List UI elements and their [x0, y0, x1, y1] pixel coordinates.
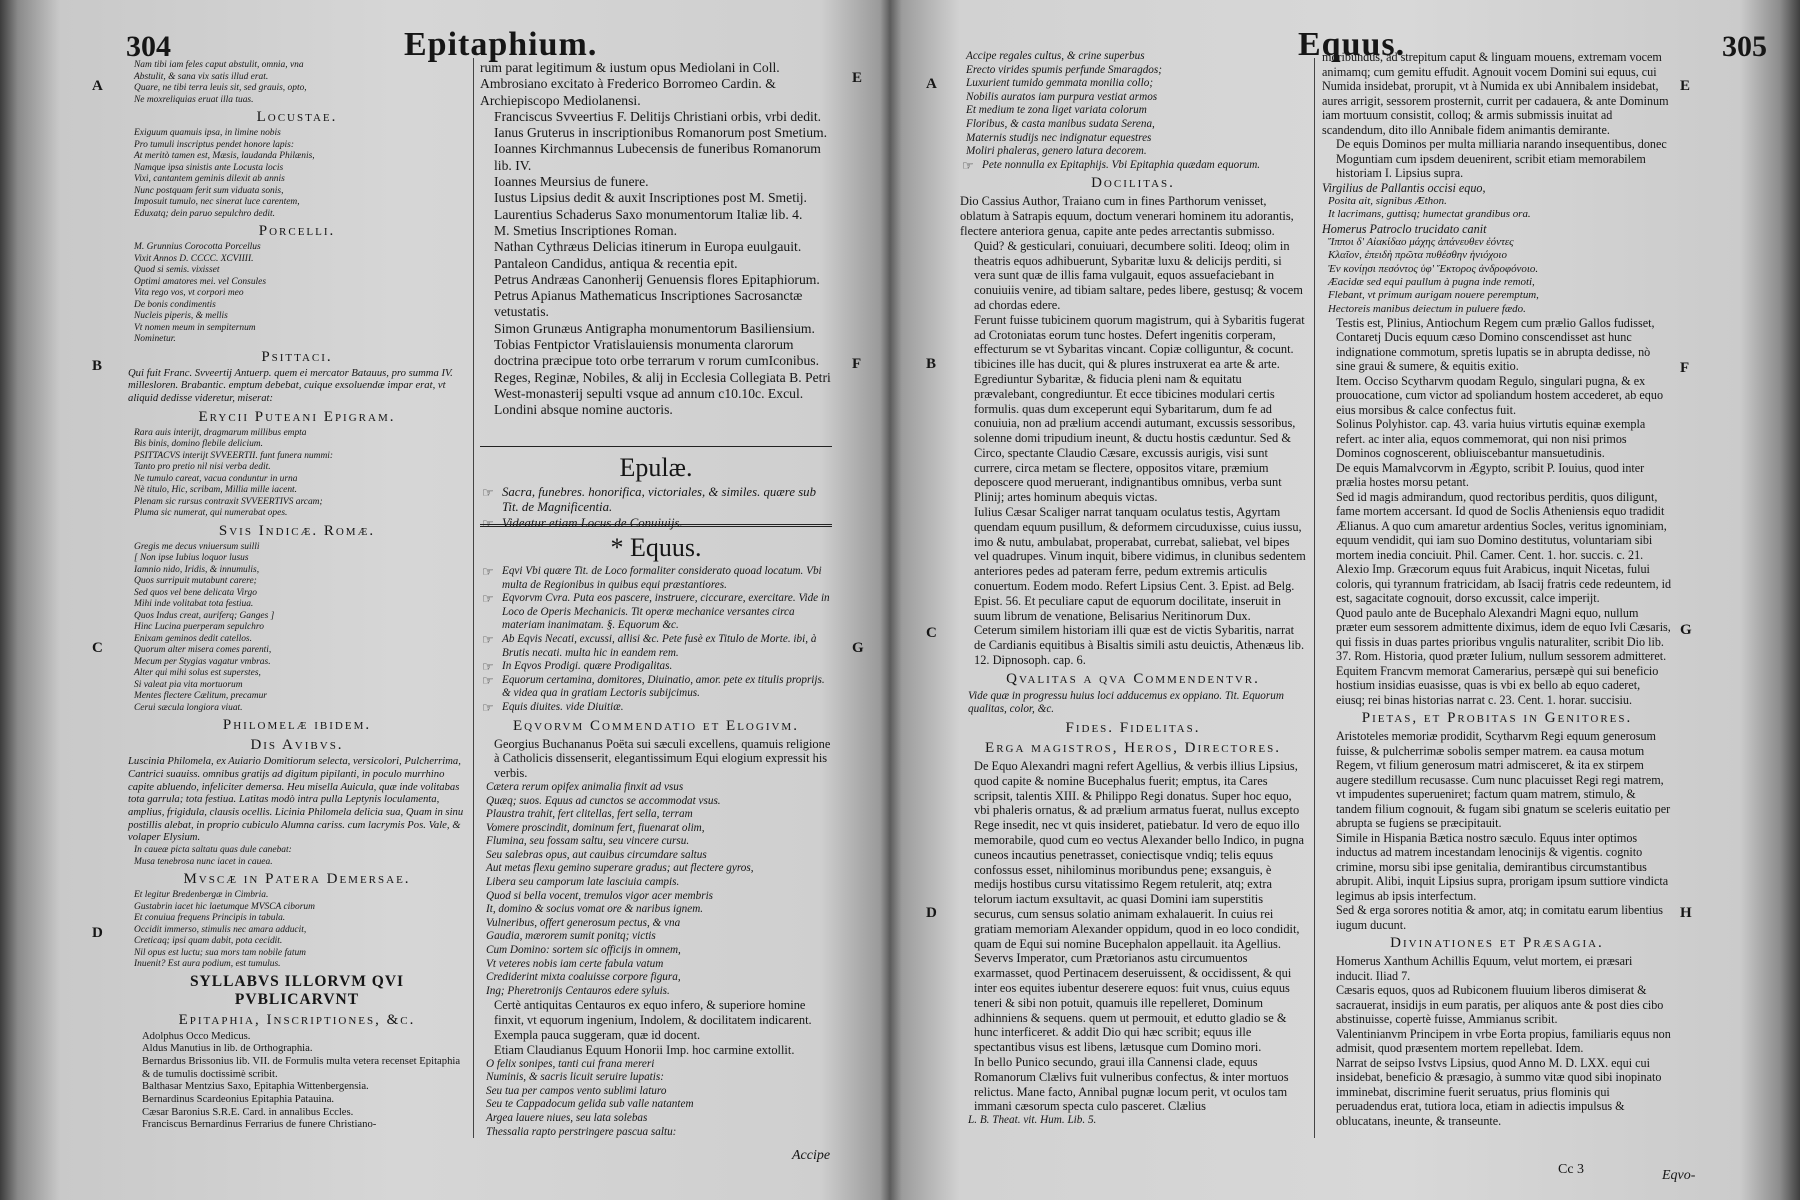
- verse-line: Mihi inde volitabat tota festiua.: [134, 599, 254, 610]
- section-heading: Svis Indicæ. Romæ.: [218, 522, 376, 539]
- text-paragraph: M. Smetius Inscriptiones Roman.: [494, 222, 678, 238]
- verse-line: Vixit Annos D. CCCC. XCVIIII.: [134, 253, 254, 264]
- signature-mark: Cc 3: [1558, 1162, 1585, 1177]
- section-heading: Docilitas.: [1091, 175, 1175, 192]
- verse-line: Quod si bella vocent, tremulos vigor acer membris: [486, 889, 714, 902]
- column-rule: [473, 58, 474, 1138]
- verse-line: Maternis studijs nec indignatur equestres: [966, 131, 1152, 144]
- verse-line: Exiguum quamuis ipsa, in limine nobis: [134, 128, 281, 138]
- verse-line: Eduxatq; dein paruo sepulchro dedit.: [134, 208, 275, 219]
- section-heading: Philomelæ ibidem.: [222, 717, 372, 734]
- verse-line: Cum Domino: sortem sic officijs in omnem,: [486, 944, 681, 957]
- verse-line: Ἵπποι δ' Αἰακίδαο μάχης ἀπάνευθεν ἐόντες: [1328, 236, 1514, 249]
- verse-line: Si valeat pia vita mortuorum: [134, 679, 243, 690]
- text-paragraph: Adolphus Occo Medicus.: [142, 1030, 251, 1042]
- text-paragraph: Virgilius de Pallantis occisi equo,: [1322, 180, 1486, 195]
- text-paragraph: Certè antiquitas Centauros ex equo infero, & superiore homine finxit, vt equorum ingenium, Indolem, & docilitatem indicarent. Exempla pauca suggeram, quæ id docent.: [494, 998, 812, 1043]
- verse-line: Argea lauere niues, seu lata solebas: [486, 1111, 648, 1124]
- text-paragraph: Cæsaris equos, quos ad Rubiconem fluuium liberos dimiserat & sacrauerat, insidijs in eum paratis, per aliquos ante & post dies cibo abstinuisse, copertè fuisse, Ammianus scribit.: [1336, 983, 1664, 1027]
- column-rule: [1314, 58, 1315, 1138]
- text-paragraph: Iulius Cæsar Scaliger narrat tanquam oculatus testis, Agyrtam quendam equum pusillum, & deformem circuduxisse, cuius iussu, imo & nutu, ambulabat, properabat, currebat, saliebat, vel bipes vel quadrupes. Vinum inquit, bibere vidimus, in clunibus sedentem anteriores pedes ad pateram ferre, pedum extremis articulis conuertum. Eodem modo. Refert Lipsius Cent. 3. Epist. ad Belg. Epist. 56. Et peculiare caput de equorum docilitate, inseruit in suum librum de venatione, Belisarius Neritinorum Dux.: [974, 505, 1306, 623]
- cross-reference: ☞ Equis diuites. vide Diuitiæ.: [480, 701, 832, 715]
- text-paragraph: Qui fuit Franc. Svveertij Antuerp. quem ei mercator Batauus, pro summa IV. millesloren. Brabantic. emptum debebat, cuique exsoluendæ impar erat, vt aliquid dedisse videretur, miserat:: [128, 367, 453, 404]
- verse-line: Vt nomen meum in sempiternum: [134, 322, 256, 333]
- verse-line: Enixam geminos dedit catellos.: [134, 633, 252, 644]
- text-paragraph: Balthasar Mentzius Saxo, Epitaphia Wittenbergensia.: [142, 1081, 369, 1093]
- section-heading: Porcelli.: [258, 223, 336, 239]
- text-paragraph: Testis est, Plinius, Antiochum Regem cum prælio Gallos fudisset, Contaretj Ducis equum cæso Domino conscendisset ast hunc indignatione commotum, spretis lupatis se in abrupta dedisse, nò sine graui & sumere, & equitis exitio.: [1336, 315, 1655, 374]
- verse-line: Quorum alter misera comes parenti,: [134, 645, 272, 656]
- text-paragraph: rum parat legitimum & iustum opus Mediolani in Coll. Ambrosiano excitato à Frederico Borromeo Cardin. & Archiepiscopo Mediolanensi.: [480, 60, 780, 108]
- verse-line: Posita ait, signibus Æthon.: [1328, 195, 1447, 207]
- verse-line: Creticaq; ipsi quam dabit, pota cecidit.: [134, 936, 283, 947]
- margin-letter: E: [852, 70, 863, 86]
- verse-line: Bis binis, domino flebile delicium.: [134, 439, 263, 450]
- page-number: 304: [126, 30, 171, 63]
- verse-line: Vulneribus, offert generosum pectus, & vna: [486, 916, 681, 929]
- text-paragraph: Aldus Manutius in lib. de Orthographia.: [142, 1043, 313, 1055]
- section-heading: Fides. Fidelitas.: [1065, 720, 1201, 737]
- verse-line: Flumina, seu fossam saltu, seu vincere cursu.: [486, 835, 690, 848]
- verse-line: Et conuiua frequens Principis in tabula.: [134, 913, 286, 924]
- cross-reference: ☞ Sacra, funebres. honorifica, victoriales, & similes. quære sub Tit. de Magnificentia.: [480, 485, 832, 516]
- verse-line: Quæq; suos. Equus ad cunctos se accommodat vsus.: [486, 794, 721, 807]
- verse-line: Numinis, & sacris licuit seruire lupatis:: [486, 1071, 664, 1084]
- margin-letter: A: [926, 76, 937, 92]
- verse-line: Pluma sic numerat, qui numerabat opes.: [134, 508, 288, 519]
- text-paragraph: Quid? & gesticulari, conuiuari, decumbere soliti. Ideoq; olim in theatris equos adhibuerunt, Sybaritæ luxu & delicijs perditi, si vera sunt quæ de illis fama vulgauit, equos assuefaciebant in conuiuiis venire, ad tibiam saltare, pedes libere, gestusq; & vocem ad chordas edere.: [974, 238, 1303, 312]
- verse-line: Plenam sic rursus contraxit SVVEERTIVS arcam;: [134, 496, 323, 507]
- running-head: Epitaphium.: [404, 26, 598, 63]
- text-paragraph: L. B. Theat. vit. Hum. Lib. 5.: [968, 1114, 1097, 1127]
- verse-line: Musa tenebrosa nunc iacet in cauea.: [134, 856, 273, 867]
- text-paragraph: Dio Cassius Author, Traiano cum in fines Parthorum venisset, oblatum à Satrapis equum, doctum venerari hominem itu adorantis, flectere anteriora genua, capite ante pedes arrectantis submisso.: [960, 194, 1294, 238]
- verse-line: Ne tumulo careat, vacua conduntur in urna: [134, 473, 298, 484]
- text-paragraph: Ceterum similem historiam illi quæ est de victis Sybaritis, narrat de Cardianis equitibus à Bisaltis simili astu deuictis, Athenæus lib. 12. Dipnosoph. cap. 6.: [974, 623, 1305, 668]
- text-paragraph: De equis Dominos per multa milliaria narando insequentibus, donec Moguntiam cum ipsdem deuenirent, scribit etiam memorabilem historiam I. Lipsius supra.: [1336, 137, 1667, 180]
- section-heading: Erga magistros, Heros, Directores.: [985, 740, 1281, 757]
- text-paragraph: Quod paulo ante de Bucephalo Alexandri Magni equo, nullum præter eum sessorem admittente diximus, idem de equo Ivli Cæsaris, qui fissis in duas partes prioribus vngulis naturaliter, scribit Dio lib. 37. Rom. Historia, quod præter Iulium, nullum sessorem admitteret.: [1336, 605, 1671, 664]
- running-head: Equus.: [1298, 26, 1406, 63]
- right-column-2: [1322, 50, 1672, 1128]
- margin-letter: D: [92, 925, 103, 941]
- verse-line: Floribus, & casta manibus sudata Serena,: [966, 117, 1155, 130]
- text-paragraph: Ioannes Kirchmannus Lubecensis de funeribus Romanorum lib. IV.: [494, 141, 821, 173]
- verse-line: Crediderint mixta coaluisse corpore figura,: [486, 971, 681, 984]
- margin-letter: C: [92, 640, 103, 656]
- verse-line: Luxurient tumido gemmata monilia collo;: [966, 77, 1154, 90]
- margin-letter: G: [1680, 622, 1692, 638]
- verse-line: Rara auis interijt, dragmarum millibus empta: [134, 427, 307, 438]
- verse-line: Et legitur Bredenbergæ in Cimbria.: [134, 890, 269, 901]
- verse-line: Gaudia, mærorem sumit ponitq; victis: [486, 930, 656, 943]
- text-paragraph: Iustus Lipsius dedit & auxit Inscriptiones post M. Smetij.: [494, 190, 807, 206]
- right-page: [902, 0, 1800, 1200]
- verse-line: Κλαῖον, ἐπειδὴ πρῶτα πυθέσθην ἡνιόχοιο: [1328, 249, 1507, 262]
- verse-line: Quos surripuit mutabunt carere;: [134, 576, 257, 587]
- text-paragraph: Bernardinus Scardeonius Epitaphia Patauina.: [142, 1094, 335, 1106]
- verse-line: De bonis condimentis: [134, 299, 216, 310]
- cross-reference: ☞ Videatur etiam Locus de Conuiuijs.: [480, 516, 832, 531]
- verse-line: [ Non ipse Iubius loquor lusus: [134, 553, 249, 564]
- section-heading: SYLLABVS ILLORVM QVI PVBLICARVNT: [189, 972, 405, 1008]
- verse-line: Nil opus est luctu; sua mors tam nobile fatum: [134, 947, 306, 958]
- margin-letter: G: [852, 640, 864, 656]
- text-paragraph: Franciscus Svveertius F. Delitijs Christiani orbis, vrbi dedit.: [494, 108, 822, 124]
- section-heading: Epulæ.: [619, 453, 693, 482]
- verse-line: M. Grunnius Corocotta Porcellus: [134, 242, 261, 252]
- text-paragraph: Reges, Reginæ, Nobiles, & alij in Ecclesia Collegiata B. Petri West-monasterij sepulti vsque ad annum c10.10c. Excul. Londini absque nomine auctoris.: [494, 369, 831, 418]
- margin-letter: A: [92, 78, 103, 94]
- verse-line: Nucleis piperis, & mellis: [134, 311, 228, 321]
- text-paragraph: Bernardus Brissonius lib. VII. de Formulis multa vetera recenset Epitaphia & de tumulis doctissimè scribit.: [142, 1055, 461, 1080]
- verse-line: Sed quos vel bene delicata Virgo: [134, 587, 257, 598]
- text-paragraph: Ioannes Meursius de funere.: [494, 174, 649, 190]
- margin-letter: F: [852, 356, 862, 372]
- margin-letter: H: [1680, 905, 1692, 921]
- cross-reference: ☞ Pete nonnulla ex Epitaphijs. Vbi Epitaphia quædam equorum.: [960, 159, 1306, 173]
- verse-line: Libera seu camporum late lasciuia campis.: [486, 876, 680, 889]
- text-paragraph: Vide quæ in progressu huius loci adducemus ex oppiano. Tit. Equorum qualitas, color, &c.: [968, 689, 1284, 716]
- section-heading: Dis Avibvs.: [250, 737, 344, 754]
- verse-line: Inuenit? Est aura podium, est tumulus.: [134, 959, 281, 970]
- verse-line: Alter qui mihi solus est superstes,: [134, 668, 261, 679]
- verse-line: Cerui sæcula longiora viuat.: [134, 702, 243, 713]
- margin-letter: D: [926, 905, 937, 921]
- verse-line: Flebant, vt primum aurigam nouere peremptum,: [1328, 289, 1539, 302]
- verse-line: Cætera rerum opifex animalia finxit ad vsus: [486, 780, 684, 793]
- text-paragraph: Sed id magis admirandum, quod rectoribus perditis, quos diligunt, fame mortem accersant. Id quod de Soclis Atheniensis equo tradidit Ælianus. A quo cum amaretur ardentius Socles, veritus ignominiam, equum vendidit, qui iam suo Domino destitutus, voluntariam sibi mortem inedia conciuit. Phil. Camer. Cent. 1. hor. succis. c. 21.: [1336, 489, 1667, 562]
- verse-line: Accipe regales cultus, & crine superbus: [966, 50, 1145, 62]
- verse-line: O felix sonipes, tanti cui frana mereri: [486, 1057, 655, 1070]
- verse-line: Imposuit tumulo, nec sinerat luce carentem,: [134, 197, 300, 207]
- cross-reference: ☞ Equorum certamina, domitores, Diuinatio, amor. pete ex titulis proprijs. & videa qua in gratiam Lectoris subijcimus.: [480, 674, 832, 701]
- verse-line: Erecto virides spumis perfunde Smaragdos;: [966, 63, 1162, 76]
- text-paragraph: Sed & erga sorores notitia & amor, atq; in comitatu earum libentius iugum ducunt.: [1336, 903, 1664, 932]
- text-paragraph: Aristoteles memoriæ prodidit, Scytharvm Regi equum generosum fuisse, & pulcherrimæ sobolis semper matrem. ea causa motum Regem, vt filium generosum matri admisceret, & ita ex stirpem augere stedillum recusasse. Cum nunc placuisset Regi regi matrem, vt impudentes superueniret; factum quam matrem, stimulo, & tandem filium cognouit, & fugam sibi gnatum se sceleris euitatio per abrupta se fugiens se præcipitauit.: [1336, 729, 1671, 831]
- verse-line: Occidit immerso, stimulis nec amara adducit,: [134, 924, 307, 935]
- section-heading: Qvalitas a qva Commendentvr.: [1006, 670, 1260, 687]
- section-heading: Erycii Puteani Epigram.: [198, 408, 396, 425]
- verse-line: Gregis me decus vniuersum suilli: [134, 541, 260, 552]
- text-paragraph: Alexio Imp. Græcorum equus fuit Arabicus, inquit Nicetas, fului coloris, qui tyrannum fratricidam, ab Isacij fratris cede redeuntem, id est, sagacitate cognouit, dorso excussit, calce imperijt.: [1336, 562, 1672, 606]
- right-column-1: [960, 50, 1306, 1128]
- text-paragraph: Equitem Francvm memorat Camerarius, persæpè qui sui beneficio hostium insidias euasisse, quas is vbi ex bello ab equo caderet, eiusq; rei binas historias narrat c. 23. Cent. 1. horar. succisiu.: [1336, 663, 1659, 707]
- verse-line: Ing; Pheretronijs Centauros edere syluis.: [486, 984, 670, 997]
- verse-line: Ἐν κονίῃσι πεσόντος ὑφ' Ἕκτορος ἀνδροφόνοιο.: [1328, 262, 1539, 275]
- cross-reference: ☞ Ab Eqvis Necati, excussi, allisi &c. Pete fusè ex Titulo de Morte. ibi, à Brutis necati. multa hic in eandem rem.: [480, 633, 832, 660]
- text-paragraph: Severvs Imperator, cum Prætorianos astu circumuentos exarmasset, quod Pertinacem deseruissent, & occidissent, & qui inter eos equites iubentur deserere equos: fuit vnus, cuius equus teneri & sibi non potuit, quamuis ille repelleret, Dominum adhinniens & sequens. quem ut permouit, et edutto gladio se & hunc interficeret. & addit Dio qui hæc scribit; equus ille spectantibus visus est libens, lætusque cum Domino mori.: [974, 951, 1292, 1055]
- verse-line: Nè titulo, Hic, scribam, Millia mille iacent.: [134, 485, 298, 496]
- section-heading: Mvscæ in Patera Demersae.: [183, 871, 411, 888]
- verse-line: At meritò tamen est, Mæsis, laudanda Philænis,: [134, 151, 315, 161]
- verse-line: Mentes flectere Cælitum, precamur: [134, 691, 267, 702]
- text-paragraph: Georgius Buchananus Poëta sui sæculi excellens, quamuis religione à Catholicis dissenserit, elegantissimum Equi elogium expressit his verbis.: [494, 736, 831, 781]
- text-paragraph: Simile in Hispania Bætica nostro sæculo. Equus inter optimos inductus ad matrem incestandam lenocinijs & vigentis. cognito crimine, morsu sibi ipse genitalia, demirantibus circumstantibus abrupit. Alibi, inquit Lipsius supra, prorigam ipsum suttiore vindicta legimus ab ipsis interfectum.: [1336, 830, 1669, 903]
- text-paragraph: De Equo Alexandri magni refert Agellius, & verbis illius Lipsius, quod capite & nomine Bucephalus fuerit; emptus, ita Cares scripsit, talentis XIII. & Philippo Regi donatus. Super hoc equo, vbi phaleris ornatus, & ad prælium armatus fuerat, nullus excepto Rege insedit, nec vt quis insideret, patiebatur. Id vero de equo illo memorabile, quod cum eo vectus Alexander bello Indico, in pugna cuneos incautius penetrasset, coniectisque vndiq; telis equus confossus esset, nihilominus moribundus pene; exsanguis, è medijs hostibus cursu vitatissimo Regem retulerit, atq; extra telorum iactum exsultavit, ac quasi Domini iam superstitis securus, cum sensus solatio animam exhalauerit. In cuius rei gratiam memoriam Alexander oppidum, quod in eo loco condidit, quam de Equi sui nomine Bucephalon appellauit. ita Agellius.: [974, 759, 1304, 951]
- verse-line: Seu salebras opus, aut cauibus circumdare saltus: [486, 848, 707, 861]
- verse-line: Abstulit, & sana vix satis illud erat.: [134, 71, 269, 82]
- verse-line: Vt veteres nobis iam certe fabula vatum: [486, 957, 664, 970]
- verse-line: PSITTACVS interijt SVVEERTII. funt funera nummi:: [134, 450, 334, 461]
- margin-letter: E: [1680, 78, 1691, 94]
- section-heading: * Equus.: [610, 533, 702, 562]
- page-number: 305: [1722, 30, 1767, 63]
- verse-line: Mecum per Stygias vagatur vmbras.: [134, 656, 271, 667]
- left-page: [0, 0, 890, 1200]
- verse-line: It lacrimans, guttisq; humectat grandibus ora.: [1328, 208, 1531, 221]
- verse-line: Aut metas flexu gemino superare gradus; aut flectere gyros,: [486, 862, 754, 875]
- verse-line: Æacidæ sed equi paullum à pugna inde remoti,: [1328, 275, 1535, 288]
- section-heading: Locustae.: [256, 109, 338, 125]
- text-paragraph: De equis Mamalvcorvm in Ægypto, scribit P. Iouius, quod inter prælia hostes morsu petant.: [1336, 460, 1645, 490]
- left-column-2: [480, 60, 832, 419]
- catchword: Accipe: [792, 1148, 831, 1163]
- text-paragraph: Homerus Patroclo trucidato canit: [1322, 221, 1487, 236]
- text-paragraph: Nathan Cythræus Delicias itinerum in Europa euulgauit.: [494, 239, 802, 255]
- text-paragraph: Luscinia Philomela, ex Auiario Domitiorum selecta, versicolori, Pulcherrima, Cantrici suauiss. omnibus gratijs ad digitum pipilanti, in poculo murrhino capite abluendo, infeliciter demersa. Heu misella Auicula, quæ inde volitabas tota garrula; tota festiua. Latitas modò intra pulla Leptynis loculamenta, amplius, frigidula, clausis ocellis. Licinia Philomela delicia sua, Quam in sinu postillis alebat, in proprio cubiculo Alumna cariss. cum lacrymis Pos. Vale, & volaper Elysium.: [128, 756, 464, 844]
- verse-line: Thessalia rapto perstringere pascua saltu:: [486, 1125, 677, 1138]
- verse-line: Nam tibi iam feles caput abstulit, omnia, vna: [134, 60, 304, 70]
- verse-line: Hinc Lucina puerperam sepulchro: [134, 622, 264, 633]
- margin-letter: B: [926, 356, 937, 372]
- catchword: Eqvo-: [1662, 1168, 1696, 1183]
- section-heading: Eqvorvm Commendatio et Elogivm.: [513, 717, 799, 734]
- margin-letter: B: [92, 358, 103, 374]
- text-paragraph: Laurentius Schaderus Saxo monumentorum Italiæ lib. 4.: [494, 206, 803, 222]
- cross-reference: ☞ Eqvi Vbi quære Tit. de Loco formaliter considerato quoad locatum. Vbi multa de Regionibus in quibus equi præstantiores.: [480, 565, 832, 592]
- verse-line: Quos Indus creat, auriferq; Ganges ]: [134, 610, 275, 621]
- cross-reference: ☞ Eqvorvm Cvra. Puta eos pascere, instruere, ciccurare, exercitare. Vide in Loco de Operis Mechanicis. Tit operæ mechanice versantes circa materiam inanimatam. §. Equorum &c.: [480, 592, 832, 633]
- verse-line: Seu tua per campos vento sublimi laturo: [486, 1084, 667, 1097]
- section-rule: [480, 524, 832, 527]
- verse-line: Seu te Cappadocum gelida sub valle natantem: [486, 1098, 694, 1111]
- text-paragraph: Valentinianvm Principem in vrbe Eorta propius, familiaris equus non admisit, quod præsentem mortem repellebat. Idem.: [1336, 1026, 1671, 1056]
- margin-letter: C: [926, 625, 937, 641]
- verse-line: Hectoreis manibus deiectum in puluere fædo.: [1328, 302, 1526, 315]
- verse-line: Gustabrin iacet hic laetumque MVSCA ciborum: [134, 901, 315, 912]
- verse-line: Namque ipsa sinistis ante Locusta locis: [134, 162, 284, 173]
- text-paragraph: Ianus Gruterus in inscriptionibus Romanorum post Smetium.: [494, 125, 828, 141]
- verse-line: Pro tumuli inscriptus pendet honore lapis:: [134, 139, 294, 150]
- text-paragraph: Franciscus Bernardinus Ferrarius de funere Christiano-: [142, 1119, 377, 1131]
- verse-line: Vomere proscindit, dominum fert, fiuenarat olim,: [486, 821, 705, 834]
- text-paragraph: Homerus Xanthum Achillis Equum, velut mortem, ei præsari inducit. Iliad 7.: [1336, 954, 1633, 983]
- margin-letter: F: [1680, 360, 1690, 376]
- text-paragraph: Solinus Polyhistor. cap. 43. varia huius virtutis equinæ exempla refert. ac inter alia, equos commemorat, qui non nisi primos Dominos cognoscerent, obliuiscebantur mansuetudinis.: [1336, 417, 1646, 461]
- verse-line: Nominetur.: [134, 334, 176, 344]
- text-paragraph: Pantaleon Candidus, antiqua & recentia epit.: [494, 255, 738, 271]
- text-paragraph: In bello Punico secundo, graui illa Cannensi clade, equus Romanorum Clælivs fuit vulneribus confectus, & inter mortuos relictus. Mane facto, Annibal pugnæ locum perit, vt oculos tam immani cæsorum specta culo pasceret. Clælius: [974, 1054, 1289, 1114]
- verse-line: Quare, ne tibi terra leuis sit, sed grauis, opto,: [134, 83, 307, 93]
- section-heading: Divinationes et Præsagia.: [1390, 935, 1604, 952]
- verse-line: Iamnio nido, Iridis, & innumulis,: [134, 564, 260, 575]
- verse-line: Vita rego vos, vt corpori meo: [134, 288, 244, 298]
- verse-line: Vixi, cantantem geminis dilexit ab annis: [134, 174, 285, 184]
- verse-line: Plaustra trahit, fert clitellas, fert sella, terram: [486, 808, 693, 821]
- text-paragraph: Tobias Fentpictor Vratislauiensis monumenta clarorum doctrina præcipue toto orbe terrarum v rorum cumIconibus.: [494, 337, 820, 369]
- text-paragraph: Narrat de seipso Ivstvs Lipsius, quod Anno M. D. LXX. equi cui insidebat, beneficio & præsagio, à summo vitæ quod sibi inopinato imminebat, discrimine fuerit seruatus, prius flominis qui peruadendus erat, tutiora loca, etiam in adiectis impulsus & oblucatans, ineunte, & transeunte.: [1336, 1055, 1662, 1128]
- verse-line: In caueæ picta saltatu quas dule canebat:: [134, 845, 292, 856]
- equus-section: [480, 518, 832, 1139]
- text-paragraph: Petrus Andræas Canonherij Genuensis flores Epitaphiorum.: [494, 271, 820, 287]
- section-heading: Epitaphia, Inscriptiones, &c.: [178, 1011, 416, 1028]
- verse-line: It, domino & socius vomat ore & naribus ignem.: [486, 903, 704, 916]
- section-heading: Pietas, et Probitas in Genitores.: [1361, 710, 1633, 727]
- text-paragraph: Ferunt fuisse tubicinem quorum magistrum, qui à Sybaritis fugerat ad Crotoniatas eorum tunc hostes. Defert ingenitis corperam, effecturum se vt Sybaritas vincant. Copiæ colliguntur, & cocunt. tibicines ille has ducit, qui & plures instruxerat ea arte & arte. Egrediuntur Sybaritæ, & fiducia pleni nam & equitatu prævalebant, congrediuntur. Et ecce tibicines modulari certis formulis. quas dum exceperunt equi Sybaritarum, dum fe ad conuiuia, non ad prælium accendi autumant, excussis sessoribus, solenne domi tripudium ineunt, & ductu hostis cæduntur. Sed & Circo, spectante Claudio Cæsare, excussis aurigis, visi sunt currere, circa metam se flectere, oppositos vitare, præmium deposcere quod meruerant, indignantibus omnibus, verba sunt Plinij; artes hominum abequis victas.: [974, 312, 1305, 505]
- text-paragraph: Etiam Claudianus Equum Honorii Imp. hoc carmine extollit.: [494, 1042, 795, 1057]
- verse-line: Optimi amatores mei. vel Consules: [134, 276, 267, 287]
- section-rule: [480, 446, 832, 447]
- text-paragraph: Petrus Apianus Mathematicus Inscriptiones Sacrosanctæ vetustatis.: [494, 288, 803, 320]
- verse-line: Nobilis auratos iam purpura vestiat armos: [966, 90, 1158, 103]
- verse-line: Nunc postquam ferit sum viduata sonis,: [134, 185, 284, 196]
- text-paragraph: Cæsar Baronius S.R.E. Card. in annalibus Eccles.: [142, 1106, 354, 1118]
- text-paragraph: Item. Occiso Scytharvm quodam Regulo, singulari pugna, & ex prouocatione, cum victor ad spoliandum hostem accederet, ab equo eius morsibus & calce confectus fuit.: [1336, 373, 1664, 417]
- verse-line: Tanto pro pretio nil nisi verba dedit.: [134, 462, 271, 473]
- section-heading: Psittaci.: [261, 348, 333, 365]
- text-paragraph: Simon Grunæus Antigrapha monumentorum Basiliensium.: [494, 320, 815, 336]
- text-paragraph: moribundus, ad strepitum caput & linguam mouens, extremam vocem animamq; cum gemitu effudit. Agnouit vocem Domini sui equus, cui Numida insidebat, prorupit, vt à Numida ex ubi Annibalem insidebat, aures arrigit, sessorem prosternit, currit per cadauera, & ante Dominum iam mortuum consistit, colloq; & armis submissis inuitat ad scandendum, dito illo Annibale fidem animantis demirante.: [1322, 50, 1669, 137]
- left-column-1: [128, 60, 466, 1132]
- verse-line: Quod si semis. vixisset: [134, 265, 220, 275]
- cross-reference: ☞ In Eqvos Prodigi. quære Prodigalitas.: [480, 660, 832, 674]
- verse-line: Et medium te zona liget variata colorum: [966, 104, 1147, 117]
- verse-line: Ne moxreliquias eruat illa tuas.: [134, 94, 254, 105]
- verse-line: Moliri phaleras, genero latura decorem.: [966, 145, 1147, 158]
